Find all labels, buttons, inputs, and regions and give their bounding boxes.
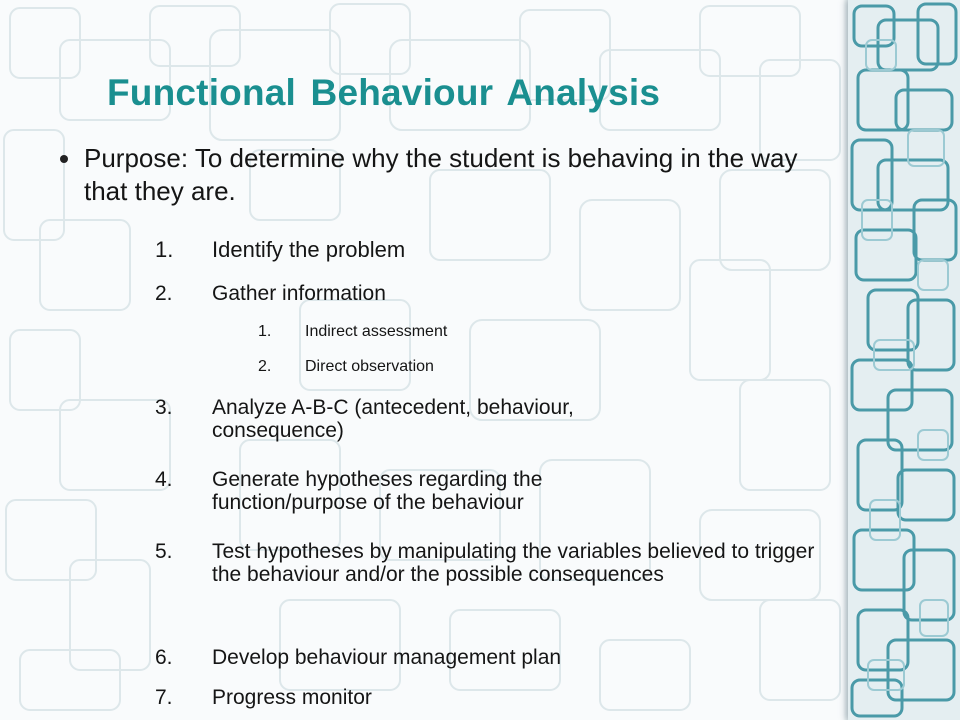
step-item <box>155 282 832 305</box>
step-text: Gather information <box>212 282 386 305</box>
step-text: Progress monitor <box>212 686 372 709</box>
step-text: Identify the problem <box>212 237 406 262</box>
step-text: Develop behaviour management plan <box>212 646 562 669</box>
substep-number: 1. <box>258 323 272 340</box>
slide-title: Functional Behaviour Analysis <box>107 72 661 113</box>
substep-text: Direct observation <box>305 358 434 375</box>
step-number: 7. <box>155 686 173 709</box>
step-number: 3. <box>155 396 173 419</box>
step-item <box>155 686 832 709</box>
substep-text: Indirect assessment <box>305 323 448 340</box>
step-number: 1. <box>155 237 174 262</box>
bullet-dot-icon <box>60 155 68 163</box>
purpose-text: Purpose: To determine why the student is behaving in the way that they are. <box>84 143 798 206</box>
substep-item <box>258 323 447 341</box>
step-number: 4. <box>155 468 173 491</box>
step-text: Generate hypotheses regarding the function/purpose of the behaviour <box>212 468 543 514</box>
step-number: 5. <box>155 540 173 563</box>
substep-item <box>258 358 434 376</box>
step-item <box>155 540 832 586</box>
decorative-side-panel <box>848 0 960 720</box>
step-item <box>155 396 682 442</box>
step-text: Analyze A-B-C (antecedent, behaviour, consequence) <box>212 396 574 442</box>
step-number: 6. <box>155 646 173 669</box>
step-text: Test hypotheses by manipulating the variables believed to trigger the behaviour and/or the possible consequences <box>212 540 815 586</box>
substep-number: 2. <box>258 358 272 375</box>
step-item <box>155 646 832 669</box>
purpose-bullet <box>60 142 820 208</box>
step-number: 2. <box>155 282 173 305</box>
step-item <box>155 238 832 261</box>
step-item <box>155 468 672 514</box>
